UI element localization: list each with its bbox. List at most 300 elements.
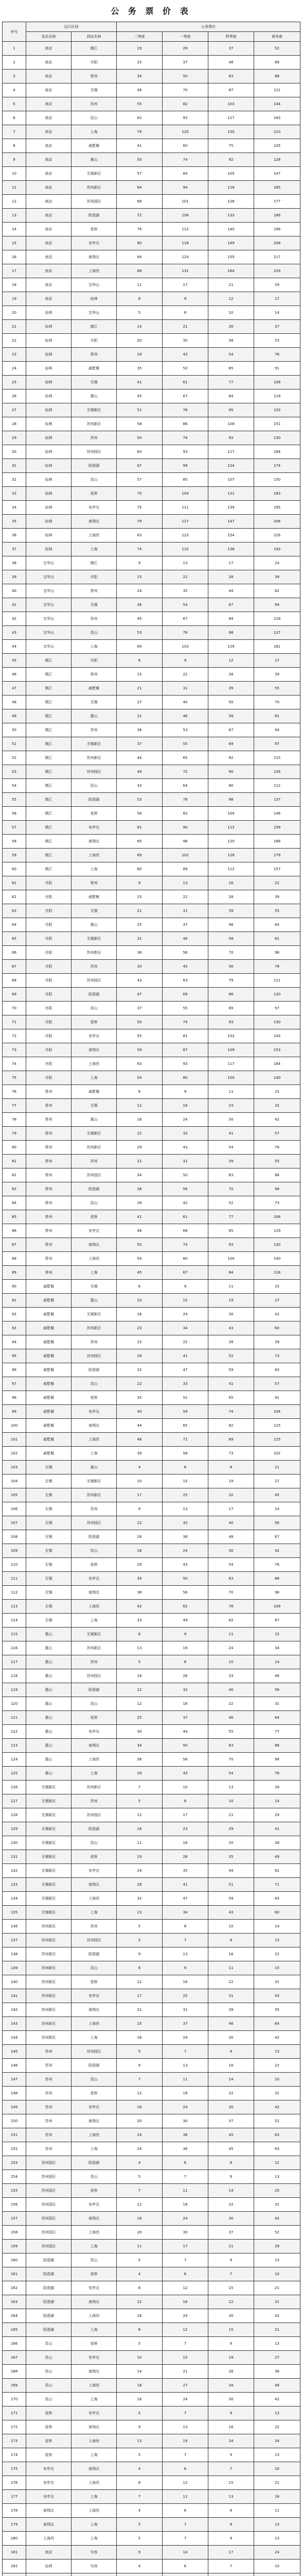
cell-first-class: 37 bbox=[163, 56, 208, 70]
cell-business: 22 bbox=[208, 1975, 254, 1989]
cell-seq: 39 bbox=[3, 570, 26, 584]
table-row bbox=[3, 223, 300, 236]
cell-from: 无锡新区 bbox=[26, 1822, 72, 1836]
cell-business: 126 bbox=[208, 195, 254, 209]
cell-from: 南京 bbox=[26, 278, 72, 292]
cell-first-class: 80 bbox=[163, 1071, 208, 1085]
cell-from: 仙林 bbox=[26, 473, 72, 487]
cell-from: 南京 bbox=[26, 70, 72, 83]
cell-seq: 131 bbox=[3, 1850, 26, 1864]
cell-to: 阳澄湖 bbox=[72, 209, 117, 223]
table-row bbox=[3, 904, 300, 918]
table-row bbox=[3, 2114, 300, 2128]
cell-sightseeing: 60 bbox=[254, 1321, 300, 1335]
cell-second-class: 10 bbox=[117, 2351, 163, 2365]
cell-to: 苏州新区 bbox=[72, 1141, 117, 1155]
cell-from: 宝华山 bbox=[26, 556, 72, 570]
table-row bbox=[3, 612, 300, 626]
cell-first-class: 24 bbox=[163, 1544, 208, 1558]
cell-first-class: 18 bbox=[163, 1697, 208, 1711]
cell-to: 丹阳 bbox=[72, 56, 117, 70]
cell-first-class: 131 bbox=[163, 264, 208, 278]
cell-from: 镇江 bbox=[26, 709, 72, 723]
cell-sightseeing: 208 bbox=[254, 236, 300, 250]
cell-business: 92 bbox=[208, 153, 254, 167]
cell-sightseeing: 10 bbox=[254, 2267, 300, 2281]
table-row bbox=[3, 2365, 300, 2379]
cell-first-class: 56 bbox=[163, 1182, 208, 1196]
cell-to: 昆山 bbox=[72, 2253, 117, 2267]
cell-second-class: 25 bbox=[117, 918, 163, 932]
cell-second-class: 22 bbox=[117, 1516, 163, 1530]
cell-seq: 84 bbox=[3, 1196, 26, 1210]
cell-first-class: 33 bbox=[163, 1127, 208, 1141]
cell-to: 安亭北 bbox=[72, 1224, 117, 1238]
cell-from: 南京 bbox=[26, 292, 72, 306]
cell-sightseeing: 27 bbox=[254, 1294, 300, 1308]
table-row bbox=[3, 403, 300, 417]
cell-business: 147 bbox=[208, 515, 254, 529]
cell-first-class: 30 bbox=[163, 2114, 208, 2128]
cell-seq: 163 bbox=[3, 2295, 26, 2309]
cell-first-class: 61 bbox=[163, 1210, 208, 1224]
cell-second-class: 6 bbox=[117, 292, 163, 306]
cell-to: 昆山 bbox=[72, 1697, 117, 1711]
cell-sightseeing: 121 bbox=[254, 83, 300, 97]
cell-sightseeing: 20 bbox=[254, 2184, 300, 2198]
table-row bbox=[3, 1697, 300, 1711]
cell-business: 58 bbox=[208, 932, 254, 946]
cell-first-class: 37 bbox=[163, 918, 208, 932]
cell-from: 南京 bbox=[26, 250, 72, 264]
table-row bbox=[3, 2142, 300, 2156]
cell-to: 昆山 bbox=[72, 1836, 117, 1850]
cell-first-class: 83 bbox=[163, 807, 208, 821]
cell-to: 镇江 bbox=[72, 556, 117, 570]
table-row bbox=[3, 1461, 300, 1475]
cell-second-class: 21 bbox=[117, 904, 163, 918]
cell-business: 39 bbox=[208, 682, 254, 696]
table-row bbox=[3, 1530, 300, 1544]
cell-seq: 173 bbox=[3, 2434, 26, 2448]
cell-from: 戚墅堰 bbox=[26, 1280, 72, 1294]
table-row bbox=[3, 1864, 300, 1878]
cell-from: 无锡 bbox=[26, 1544, 72, 1558]
cell-from: 南京 bbox=[26, 264, 72, 278]
cell-from: 阳澄湖 bbox=[26, 2295, 72, 2309]
cell-seq: 8 bbox=[3, 139, 26, 153]
table-row bbox=[3, 570, 300, 584]
cell-first-class: 27 bbox=[163, 2379, 208, 2393]
cell-seq: 176 bbox=[3, 2476, 26, 2490]
cell-seq: 165 bbox=[3, 2323, 26, 2337]
cell-to: 上海 bbox=[72, 2031, 117, 2045]
cell-to: 花桥 bbox=[72, 807, 117, 821]
table-row bbox=[3, 946, 300, 960]
cell-sightseeing: 57 bbox=[254, 1377, 300, 1391]
cell-seq: 150 bbox=[3, 2114, 26, 2128]
cell-first-class: 86 bbox=[163, 417, 208, 431]
table-row bbox=[3, 2448, 300, 2462]
cell-to: 花桥 bbox=[72, 1558, 117, 1572]
cell-first-class: 6 bbox=[163, 2462, 208, 2476]
cell-seq: 1 bbox=[3, 42, 26, 56]
cell-second-class: 61 bbox=[117, 821, 163, 835]
cell-seq: 98 bbox=[3, 1391, 26, 1405]
cell-business: 22 bbox=[208, 2295, 254, 2309]
cell-business: 89 bbox=[208, 1433, 254, 1447]
table-row bbox=[3, 2532, 300, 2546]
cell-second-class: 4 bbox=[117, 2267, 163, 2281]
cell-second-class: 4 bbox=[117, 2504, 163, 2518]
cell-to: 常州 bbox=[72, 348, 117, 362]
table-row bbox=[3, 1558, 300, 1572]
cell-first-class: 74 bbox=[163, 1238, 208, 1252]
cell-to: 昆山 bbox=[72, 1961, 117, 1975]
cell-to: 花桥 bbox=[72, 1975, 117, 1989]
cell-from: 宝华山 bbox=[26, 570, 72, 584]
cell-from: 无锡新区 bbox=[26, 1892, 72, 1906]
table-row bbox=[3, 1850, 300, 1864]
cell-business: 46 bbox=[208, 2017, 254, 2031]
cell-from: 阳澄湖 bbox=[26, 2281, 72, 2295]
cell-second-class: 47 bbox=[117, 988, 163, 1002]
table-row bbox=[3, 932, 300, 946]
cell-to: 无锡新区 bbox=[72, 737, 117, 751]
cell-from: 惠山 bbox=[26, 1628, 72, 1641]
cell-business: 103 bbox=[208, 97, 254, 111]
cell-sightseeing: 88 bbox=[254, 70, 300, 83]
cell-business: 59 bbox=[208, 1363, 254, 1377]
cell-to: 南翔北 bbox=[72, 1238, 117, 1252]
cell-second-class: 63 bbox=[117, 445, 163, 459]
cell-sightseeing: 52 bbox=[254, 2114, 300, 2128]
cell-to: 南翔北 bbox=[72, 1739, 117, 1753]
table-row bbox=[3, 2156, 300, 2170]
cell-to: 上海 bbox=[72, 2490, 117, 2504]
cell-second-class: 15 bbox=[117, 570, 163, 584]
cell-sightseeing: 76 bbox=[254, 1558, 300, 1572]
cell-to: 无锡新区 bbox=[72, 167, 117, 181]
table-row bbox=[3, 1085, 300, 1099]
cell-first-class: 18 bbox=[163, 1099, 208, 1113]
fare-table-body bbox=[3, 42, 300, 2576]
cell-business: 73 bbox=[208, 1447, 254, 1461]
cell-sightseeing: 183 bbox=[254, 487, 300, 501]
table-row bbox=[3, 835, 300, 849]
cell-first-class: 17 bbox=[163, 278, 208, 292]
cell-second-class: 24 bbox=[117, 2142, 163, 2156]
cell-to: 上海西 bbox=[72, 2017, 117, 2031]
cell-first-class: 9 bbox=[163, 1628, 208, 1641]
cell-to: 昆山 bbox=[72, 111, 117, 125]
cell-to: 阳澄湖 bbox=[72, 1947, 117, 1961]
cell-first-class: 117 bbox=[163, 515, 208, 529]
cell-from: 阳澄湖 bbox=[26, 2323, 72, 2337]
cell-from: 丹阳 bbox=[26, 1043, 72, 1057]
cell-first-class: 24 bbox=[163, 2212, 208, 2226]
cell-seq: 55 bbox=[3, 793, 26, 807]
cell-seq: 180 bbox=[3, 2532, 26, 2546]
cell-seq: 28 bbox=[3, 417, 26, 431]
cell-from: 宝华山 bbox=[26, 640, 72, 654]
cell-business: 37 bbox=[208, 2226, 254, 2240]
cell-sightseeing: 144 bbox=[254, 97, 300, 111]
table-row bbox=[3, 389, 300, 403]
cell-sightseeing: 28 bbox=[254, 1836, 300, 1850]
cell-from: 戚墅堰 bbox=[26, 1391, 72, 1405]
cell-business: 63 bbox=[208, 1739, 254, 1753]
cell-from: 苏州 bbox=[26, 2087, 72, 2100]
cell-second-class: 20 bbox=[117, 2226, 163, 2240]
cell-from: 戚墅堰 bbox=[26, 1433, 72, 1447]
cell-to: 昆山 bbox=[72, 1377, 117, 1391]
cell-business: 11 bbox=[208, 1085, 254, 1099]
cell-to: 南翔北 bbox=[72, 1043, 117, 1057]
cell-second-class: 32 bbox=[117, 1363, 163, 1377]
cell-from: 仙林 bbox=[26, 529, 72, 543]
cell-sightseeing: 179 bbox=[254, 849, 300, 862]
cell-from: 苏州园区 bbox=[26, 2156, 72, 2170]
cell-second-class: 23 bbox=[117, 1906, 163, 1920]
cell-first-class: 112 bbox=[163, 223, 208, 236]
cell-business: 93 bbox=[208, 1015, 254, 1029]
cell-from: 常州 bbox=[26, 1266, 72, 1280]
cell-sightseeing: 111 bbox=[254, 974, 300, 988]
cell-first-class: 71 bbox=[163, 1433, 208, 1447]
cell-first-class: 6 bbox=[163, 2267, 208, 2281]
cell-first-class: 43 bbox=[163, 348, 208, 362]
cell-sightseeing: 53 bbox=[254, 334, 300, 348]
cell-sightseeing: 112 bbox=[254, 779, 300, 793]
table-row bbox=[3, 209, 300, 223]
cell-second-class: 9 bbox=[117, 556, 163, 570]
cell-second-class: 53 bbox=[117, 793, 163, 807]
cell-first-class: 11 bbox=[163, 2184, 208, 2198]
cell-sightseeing: 104 bbox=[254, 1405, 300, 1419]
cell-seq: 82 bbox=[3, 1168, 26, 1182]
cell-seq: 96 bbox=[3, 1363, 26, 1377]
cell-business: 51 bbox=[208, 1878, 254, 1892]
cell-from: 苏州 bbox=[26, 2059, 72, 2073]
cell-seq: 75 bbox=[3, 1071, 26, 1085]
cell-first-class: 47 bbox=[163, 1892, 208, 1906]
table-row bbox=[3, 445, 300, 459]
table-row bbox=[3, 2476, 300, 2490]
cell-to: 无锡 bbox=[72, 376, 117, 389]
cell-second-class: 45 bbox=[117, 1266, 163, 1280]
cell-first-class: 42 bbox=[163, 1196, 208, 1210]
cell-to: 上海 bbox=[72, 862, 117, 876]
cell-business: 70 bbox=[208, 946, 254, 960]
cell-second-class: 16 bbox=[117, 2393, 163, 2406]
cell-second-class: 20 bbox=[117, 334, 163, 348]
cell-from: 花桥 bbox=[26, 2434, 72, 2448]
cell-from: 苏州 bbox=[26, 2142, 72, 2156]
cell-sightseeing: 165 bbox=[254, 181, 300, 195]
cell-sightseeing: 55 bbox=[254, 682, 300, 696]
cell-to: 上海 bbox=[72, 543, 117, 556]
cell-business: 93 bbox=[208, 1238, 254, 1252]
cell-seq: 140 bbox=[3, 1975, 26, 1989]
cell-second-class: 50 bbox=[117, 431, 163, 445]
cell-from: 无锡 bbox=[26, 1461, 72, 1475]
cell-seq: 146 bbox=[3, 2059, 26, 2073]
cell-first-class: 7 bbox=[163, 2518, 208, 2532]
cell-to: 上海西 bbox=[72, 2504, 117, 2518]
cell-from: 昆山 bbox=[26, 2337, 72, 2351]
cell-first-class: 19 bbox=[163, 1641, 208, 1655]
cell-second-class: 30 bbox=[117, 960, 163, 974]
cell-business: 54 bbox=[208, 1141, 254, 1155]
cell-first-class bbox=[163, 2573, 208, 2576]
cell-sightseeing: 186 bbox=[254, 209, 300, 223]
cell-sightseeing: 64 bbox=[254, 2017, 300, 2031]
cell-seq: 94 bbox=[3, 1335, 26, 1349]
cell-to: 苏州 bbox=[72, 431, 117, 445]
cell-to: 南翔北 bbox=[72, 2212, 117, 2226]
cell-business: 21 bbox=[208, 278, 254, 292]
cell-first-class: 124 bbox=[163, 250, 208, 264]
cell-to: 惠山 bbox=[72, 1113, 117, 1127]
table-row bbox=[3, 598, 300, 612]
cell-second-class: 8 bbox=[117, 2323, 163, 2337]
cell-business: 30 bbox=[208, 1308, 254, 1321]
cell-business: 70 bbox=[208, 1753, 254, 1767]
table-row bbox=[3, 682, 300, 696]
cell-from: 苏州 bbox=[26, 2128, 72, 2142]
table-row bbox=[3, 974, 300, 988]
cell-first-class: 52 bbox=[163, 1391, 208, 1405]
cell-from: 南京 bbox=[26, 181, 72, 195]
cell-business: 62 bbox=[208, 1614, 254, 1628]
cell-to: 南翔北 bbox=[72, 2003, 117, 2017]
cell-seq: 147 bbox=[3, 2073, 26, 2087]
cell-second-class: 13 bbox=[117, 2434, 163, 2448]
table-row bbox=[3, 515, 300, 529]
cell-seq: 15 bbox=[3, 236, 26, 250]
cell-seq: 93 bbox=[3, 1321, 26, 1335]
cell-sightseeing: 150 bbox=[254, 473, 300, 487]
cell-sightseeing: 10 bbox=[254, 2560, 300, 2573]
cell-first-class: 31 bbox=[163, 1155, 208, 1168]
cell-sightseeing: 105 bbox=[254, 139, 300, 153]
cell-to: 无锡新区 bbox=[72, 1308, 117, 1321]
cell-second-class: 4 bbox=[117, 2462, 163, 2476]
cell-to: 镇江 bbox=[72, 320, 117, 334]
cell-from: 安亭北 bbox=[26, 2462, 72, 2476]
cell-sightseeing: 94 bbox=[254, 598, 300, 612]
cell-seq: 157 bbox=[3, 2212, 26, 2226]
cell-sightseeing: 42 bbox=[254, 1308, 300, 1321]
cell-second-class: 74 bbox=[117, 543, 163, 556]
table-row bbox=[3, 264, 300, 278]
cell-from: 镇江 bbox=[26, 668, 72, 682]
header-business: 特等座 bbox=[208, 32, 254, 42]
cell-business: 131 bbox=[208, 487, 254, 501]
cell-sightseeing: 52 bbox=[254, 42, 300, 56]
cell-to: 无锡新区 bbox=[72, 1628, 117, 1641]
cell-sightseeing: 29 bbox=[254, 1808, 300, 1822]
cell-first-class: 10 bbox=[163, 1781, 208, 1794]
cell-seq: 115 bbox=[3, 1628, 26, 1641]
cell-business: 13 bbox=[208, 2490, 254, 2504]
cell-first-class: 46 bbox=[163, 709, 208, 723]
table-row bbox=[3, 1252, 300, 1266]
cell-sightseeing: 57 bbox=[254, 1127, 300, 1141]
cell-from: 花桥 bbox=[26, 2406, 72, 2420]
cell-seq: 133 bbox=[3, 1878, 26, 1892]
cell-seq: 114 bbox=[3, 1614, 26, 1628]
cell-business: 8 bbox=[208, 1461, 254, 1475]
cell-business: 9 bbox=[208, 2045, 254, 2059]
cell-first-class: 43 bbox=[163, 1767, 208, 1781]
cell-first-class: 7 bbox=[163, 2170, 208, 2184]
cell-seq: 182 bbox=[3, 2560, 26, 2573]
cell-to: 无锡新区 bbox=[72, 403, 117, 417]
cell-from: 惠山 bbox=[26, 1753, 72, 1767]
table-row bbox=[3, 1725, 300, 1739]
header-seq: 序号 bbox=[3, 22, 26, 42]
cell-second-class: 12 bbox=[117, 2198, 163, 2212]
cell-business: 39 bbox=[208, 904, 254, 918]
cell-from: 常州 bbox=[26, 1099, 72, 1113]
cell-from: 苏州园区 bbox=[26, 2198, 72, 2212]
cell-sightseeing: 73 bbox=[254, 1349, 300, 1363]
cell-from: 仙林 bbox=[26, 389, 72, 403]
cell-to: 苏州新区 bbox=[72, 1488, 117, 1502]
cell-sightseeing: 115 bbox=[254, 1419, 300, 1433]
cell-to: 上海 bbox=[72, 2532, 117, 2546]
cell-seq: 130 bbox=[3, 1836, 26, 1850]
table-row bbox=[3, 487, 300, 501]
cell-seq: 153 bbox=[3, 2156, 26, 2170]
cell-seq: 168 bbox=[3, 2365, 26, 2379]
cell-to: 南翔北 bbox=[72, 1586, 117, 1600]
cell-sightseeing: 39 bbox=[254, 890, 300, 904]
table-row bbox=[3, 1182, 300, 1196]
cell-from: 丹阳 bbox=[26, 1071, 72, 1085]
table-row bbox=[3, 1321, 300, 1335]
cell-business: 164 bbox=[208, 264, 254, 278]
cell-sightseeing: 22 bbox=[254, 876, 300, 890]
cell-second-class: 80 bbox=[117, 236, 163, 250]
cell-second-class: 5 bbox=[117, 1920, 163, 1934]
cell-seq: 61 bbox=[3, 876, 26, 890]
cell-first-class: 21 bbox=[163, 2365, 208, 2379]
cell-business: 84 bbox=[208, 612, 254, 626]
header-from: 发站名称 bbox=[26, 32, 72, 42]
table-row bbox=[3, 2017, 300, 2031]
cell-first-class: 6 bbox=[163, 1461, 208, 1475]
cell-first-class: 22 bbox=[163, 570, 208, 584]
cell-first-class: 18 bbox=[163, 2295, 208, 2309]
cell-first-class: 103 bbox=[163, 640, 208, 654]
cell-business: 105 bbox=[208, 167, 254, 181]
table-row bbox=[3, 139, 300, 153]
cell-from: 昆山 bbox=[26, 2393, 72, 2406]
cell-business: 77 bbox=[208, 1210, 254, 1224]
cell-first-class: 40 bbox=[163, 696, 208, 709]
cell-business: 63 bbox=[208, 70, 254, 83]
cell-first-class: 120 bbox=[163, 125, 208, 139]
cell-second-class: 49 bbox=[117, 765, 163, 779]
cell-sightseeing: 195 bbox=[254, 501, 300, 515]
cell-business: 11 bbox=[208, 1961, 254, 1975]
cell-from: 戚墅堰 bbox=[26, 1405, 72, 1419]
cell-business: 63 bbox=[208, 1168, 254, 1182]
table-row bbox=[3, 1029, 300, 1043]
